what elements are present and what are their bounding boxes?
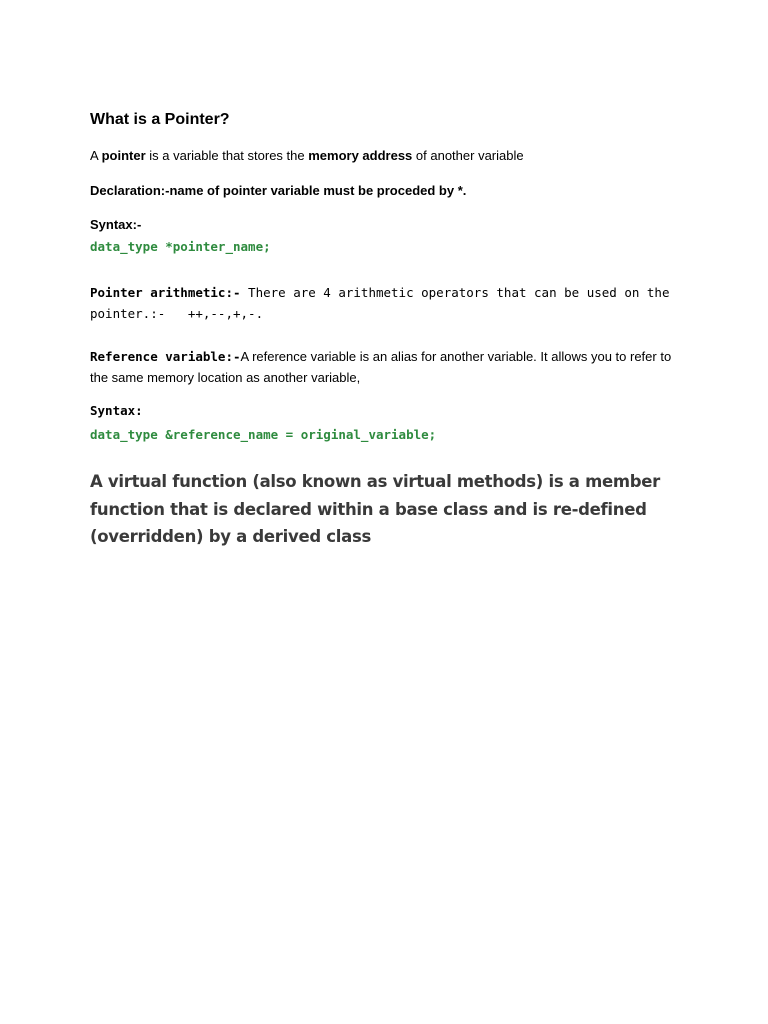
reference-variable-paragraph	[90, 346, 680, 388]
syntax-label-reference: Syntax:	[90, 403, 143, 418]
pointer-definition	[90, 148, 524, 163]
pointer-syntax-code: data_type *pointer_name;	[90, 239, 271, 254]
pointer-arithmetic-label: Pointer arithmetic:-	[90, 285, 241, 300]
declaration-note: Declaration:-name of pointer variable must be proceded by *.	[90, 183, 467, 198]
syntax-label-pointer: Syntax:-	[90, 217, 142, 232]
term-memory-address: memory address	[308, 148, 413, 163]
term-pointer: pointer	[101, 148, 146, 163]
intro-prefix: A	[90, 148, 102, 163]
page-title: What is a Pointer?	[90, 111, 230, 128]
pointer-arithmetic-paragraph	[90, 282, 680, 324]
reference-variable-label: Reference variable:-	[90, 349, 241, 364]
reference-syntax-code: data_type &reference_name = original_variable;	[90, 427, 437, 442]
virtual-function-paragraph: A virtual function (also known as virtual methods) is a member function that is declared within a base class and is re-defined (overridden) by a derived class	[90, 472, 660, 546]
intro-suffix: of another variable	[412, 148, 524, 163]
reference-variable-text: A reference variable is an alias for another variable. It allows you to refer to the same memory location as another variable,	[90, 349, 672, 385]
pointer-arithmetic-text: There are 4 arithmetic operators that can be used on the pointer.:- ++,--,+,-.	[90, 285, 678, 321]
intro-middle: is a variable that stores the	[145, 148, 309, 163]
